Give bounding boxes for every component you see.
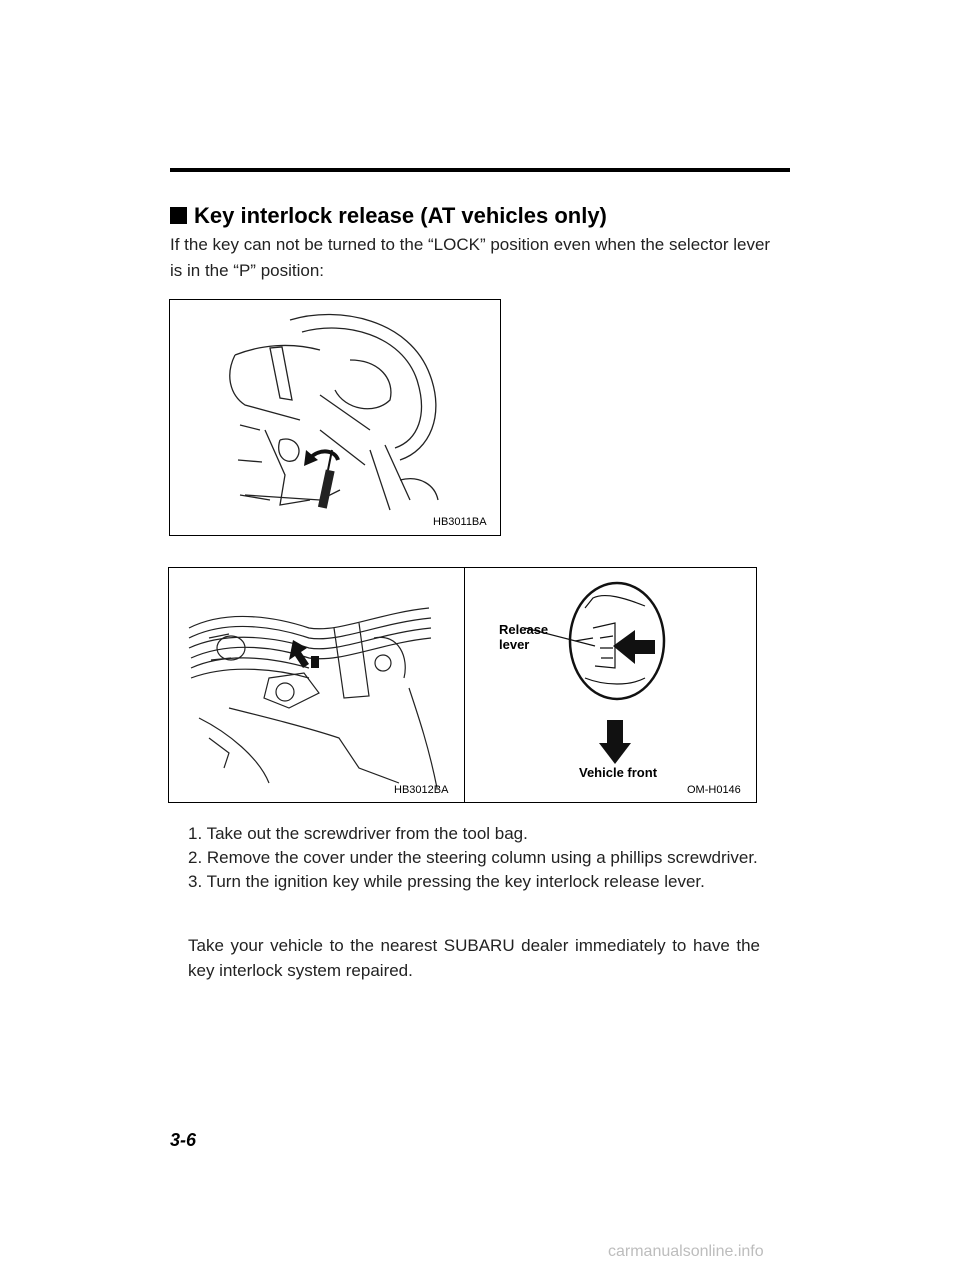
figure-code: HB3011BA [433, 516, 487, 528]
release-lever-label-line2: lever [499, 637, 530, 652]
section-heading [170, 203, 607, 229]
vehicle-front-label: Vehicle front [579, 765, 658, 780]
release-lever-label-line1: Release [499, 622, 549, 637]
dealer-note: Take your vehicle to the nearest SUBARU dealer immediately to have the key interlock system repaired. [188, 936, 760, 980]
header-rule [170, 168, 790, 172]
steering-column-illustration [170, 300, 500, 535]
figure-wiring-harness [168, 567, 465, 803]
step-item: 1. Take out the screwdriver from the tool bag. [188, 824, 528, 843]
step-item: 3. Turn the ignition key while pressing the key interlock release lever. [188, 872, 705, 891]
page-number: 3-6 [170, 1130, 197, 1150]
square-bullet-icon [170, 207, 187, 224]
figure-release-lever [464, 567, 757, 803]
figure-code: OM-H0146 [687, 784, 741, 796]
figure-code: HB3012BA [394, 784, 449, 796]
release-lever-label [499, 622, 548, 652]
intro-text: If the key can not be turned to the “LOCK” position even when the selector lever is in the “P” position: [170, 235, 771, 280]
section-heading-text: Key interlock release (AT vehicles only) [194, 203, 607, 228]
figure-steering-column [169, 299, 501, 536]
wiring-harness-illustration [169, 568, 464, 802]
step-item: 2. Remove the cover under the steering column using a phillips screwdriver. [188, 848, 758, 867]
watermark: carmanualsonline.info [608, 1243, 764, 1260]
step-list [188, 822, 760, 894]
